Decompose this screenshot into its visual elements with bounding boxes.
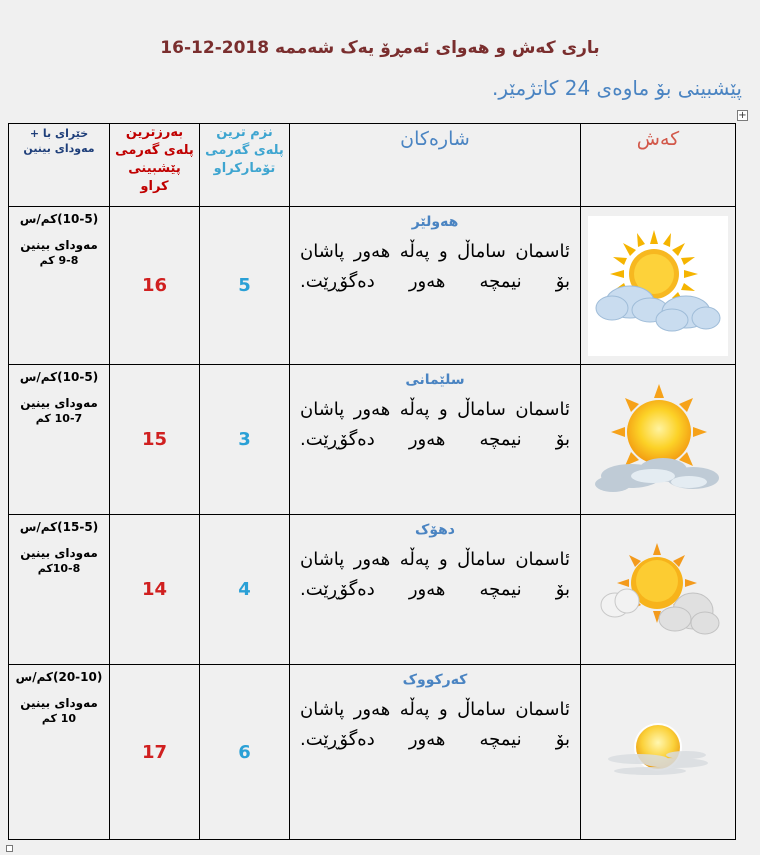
wind-visibility-cell — [9, 515, 110, 665]
wind-speed: (10-5)کم/س — [19, 370, 99, 384]
visibility-value: 9-8 کم — [39, 254, 79, 267]
visibility-value: 10 کم — [41, 712, 77, 725]
wind-visibility-cell — [9, 207, 110, 365]
header-max-line2: پلەی گەرمی — [115, 143, 194, 158]
max-temp: 14 — [110, 515, 200, 665]
weather-icon-cell — [581, 207, 736, 365]
header-min-line2: پلەی گەرمی — [205, 143, 284, 158]
header-wind-line2: مەودای بینین — [23, 142, 95, 155]
header-wind-line1: خێرای با + — [29, 127, 89, 140]
hazy-sun-icon — [598, 697, 718, 807]
text-cursor-marker — [6, 845, 13, 852]
weather-description: ئاسمان ساماڵ و پەڵە هەور پاشان بۆ نیمچە هەور دەگۆڕێت. — [300, 399, 570, 450]
max-temp: 16 — [110, 207, 200, 365]
min-temp: 6 — [200, 665, 290, 840]
partly-cloudy-sun-icon — [588, 216, 728, 356]
weather-icon-cell — [581, 665, 736, 840]
city-name: دهۆک — [414, 522, 455, 538]
weather-description: ئاسمان ساماڵ و پەڵە هەور پاشان بۆ نیمچە هەور دەگۆڕێت. — [300, 549, 570, 600]
sun-behind-clouds-icon — [593, 535, 723, 645]
header-max-line3: پێشبینی کراو — [128, 161, 181, 194]
visibility-label: مەودای بینین — [20, 546, 98, 560]
table-row — [9, 365, 736, 515]
wind-visibility-cell — [9, 365, 110, 515]
visibility-value: 10-7 کم — [35, 412, 83, 425]
city-name: هەولێر — [411, 214, 459, 230]
visibility-label: مەودای بینین — [20, 696, 98, 710]
header-min-line1: نزم ترین — [216, 125, 273, 140]
wind-visibility-cell — [9, 665, 110, 840]
weather-description: ئاسمان ساماڵ و پەڵە هەور پاشان بۆ نیمچە هەور دەگۆڕێت. — [300, 699, 570, 750]
city-cell — [290, 515, 581, 665]
city-cell — [290, 365, 581, 515]
header-max-temp — [110, 124, 200, 207]
visibility-label: مەودای بینین — [20, 238, 98, 252]
sun-low-clouds-icon — [593, 380, 723, 500]
city-name: سلێمانی — [405, 372, 465, 388]
wind-speed: (15-5)کم/س — [19, 520, 99, 534]
header-max-line1: بەرزترین — [125, 125, 184, 140]
wind-speed: (10-5)کم/س — [19, 212, 99, 226]
header-min-temp — [200, 124, 290, 207]
header-cities: شارەکان — [290, 124, 581, 207]
weather-icon-cell — [581, 365, 736, 515]
header-weather: کەش — [581, 124, 736, 207]
city-name: کەرکووک — [402, 672, 468, 688]
table-header-row — [9, 124, 736, 207]
city-cell — [290, 207, 581, 365]
header-min-line3: تۆمارکراو — [213, 161, 276, 176]
max-temp: 17 — [110, 665, 200, 840]
min-temp: 5 — [200, 207, 290, 365]
forecast-subtitle: پێشبینی بۆ ماوەی 24 کاتژمێر. — [492, 76, 742, 100]
page-title: باری کەش و هەوای ئەمڕۆ یەک شەممە 2018-12-16 — [160, 38, 600, 58]
weather-description: ئاسمان ساماڵ و پەڵە هەور پاشان بۆ نیمچە هەور دەگۆڕێت. — [300, 241, 570, 292]
max-temp: 15 — [110, 365, 200, 515]
table-move-handle-icon[interactable]: + — [738, 110, 747, 121]
city-cell — [290, 665, 581, 840]
header-wind-visibility — [9, 124, 110, 207]
min-temp: 3 — [200, 365, 290, 515]
weather-table — [8, 123, 736, 840]
wind-speed: (20-10)کم/س — [15, 670, 103, 684]
min-temp: 4 — [200, 515, 290, 665]
visibility-value: 10-8کم — [37, 562, 81, 575]
table-row — [9, 207, 736, 365]
table-row — [9, 665, 736, 840]
visibility-label: مەودای بینین — [20, 396, 98, 410]
weather-icon-cell — [581, 515, 736, 665]
table-row — [9, 515, 736, 665]
